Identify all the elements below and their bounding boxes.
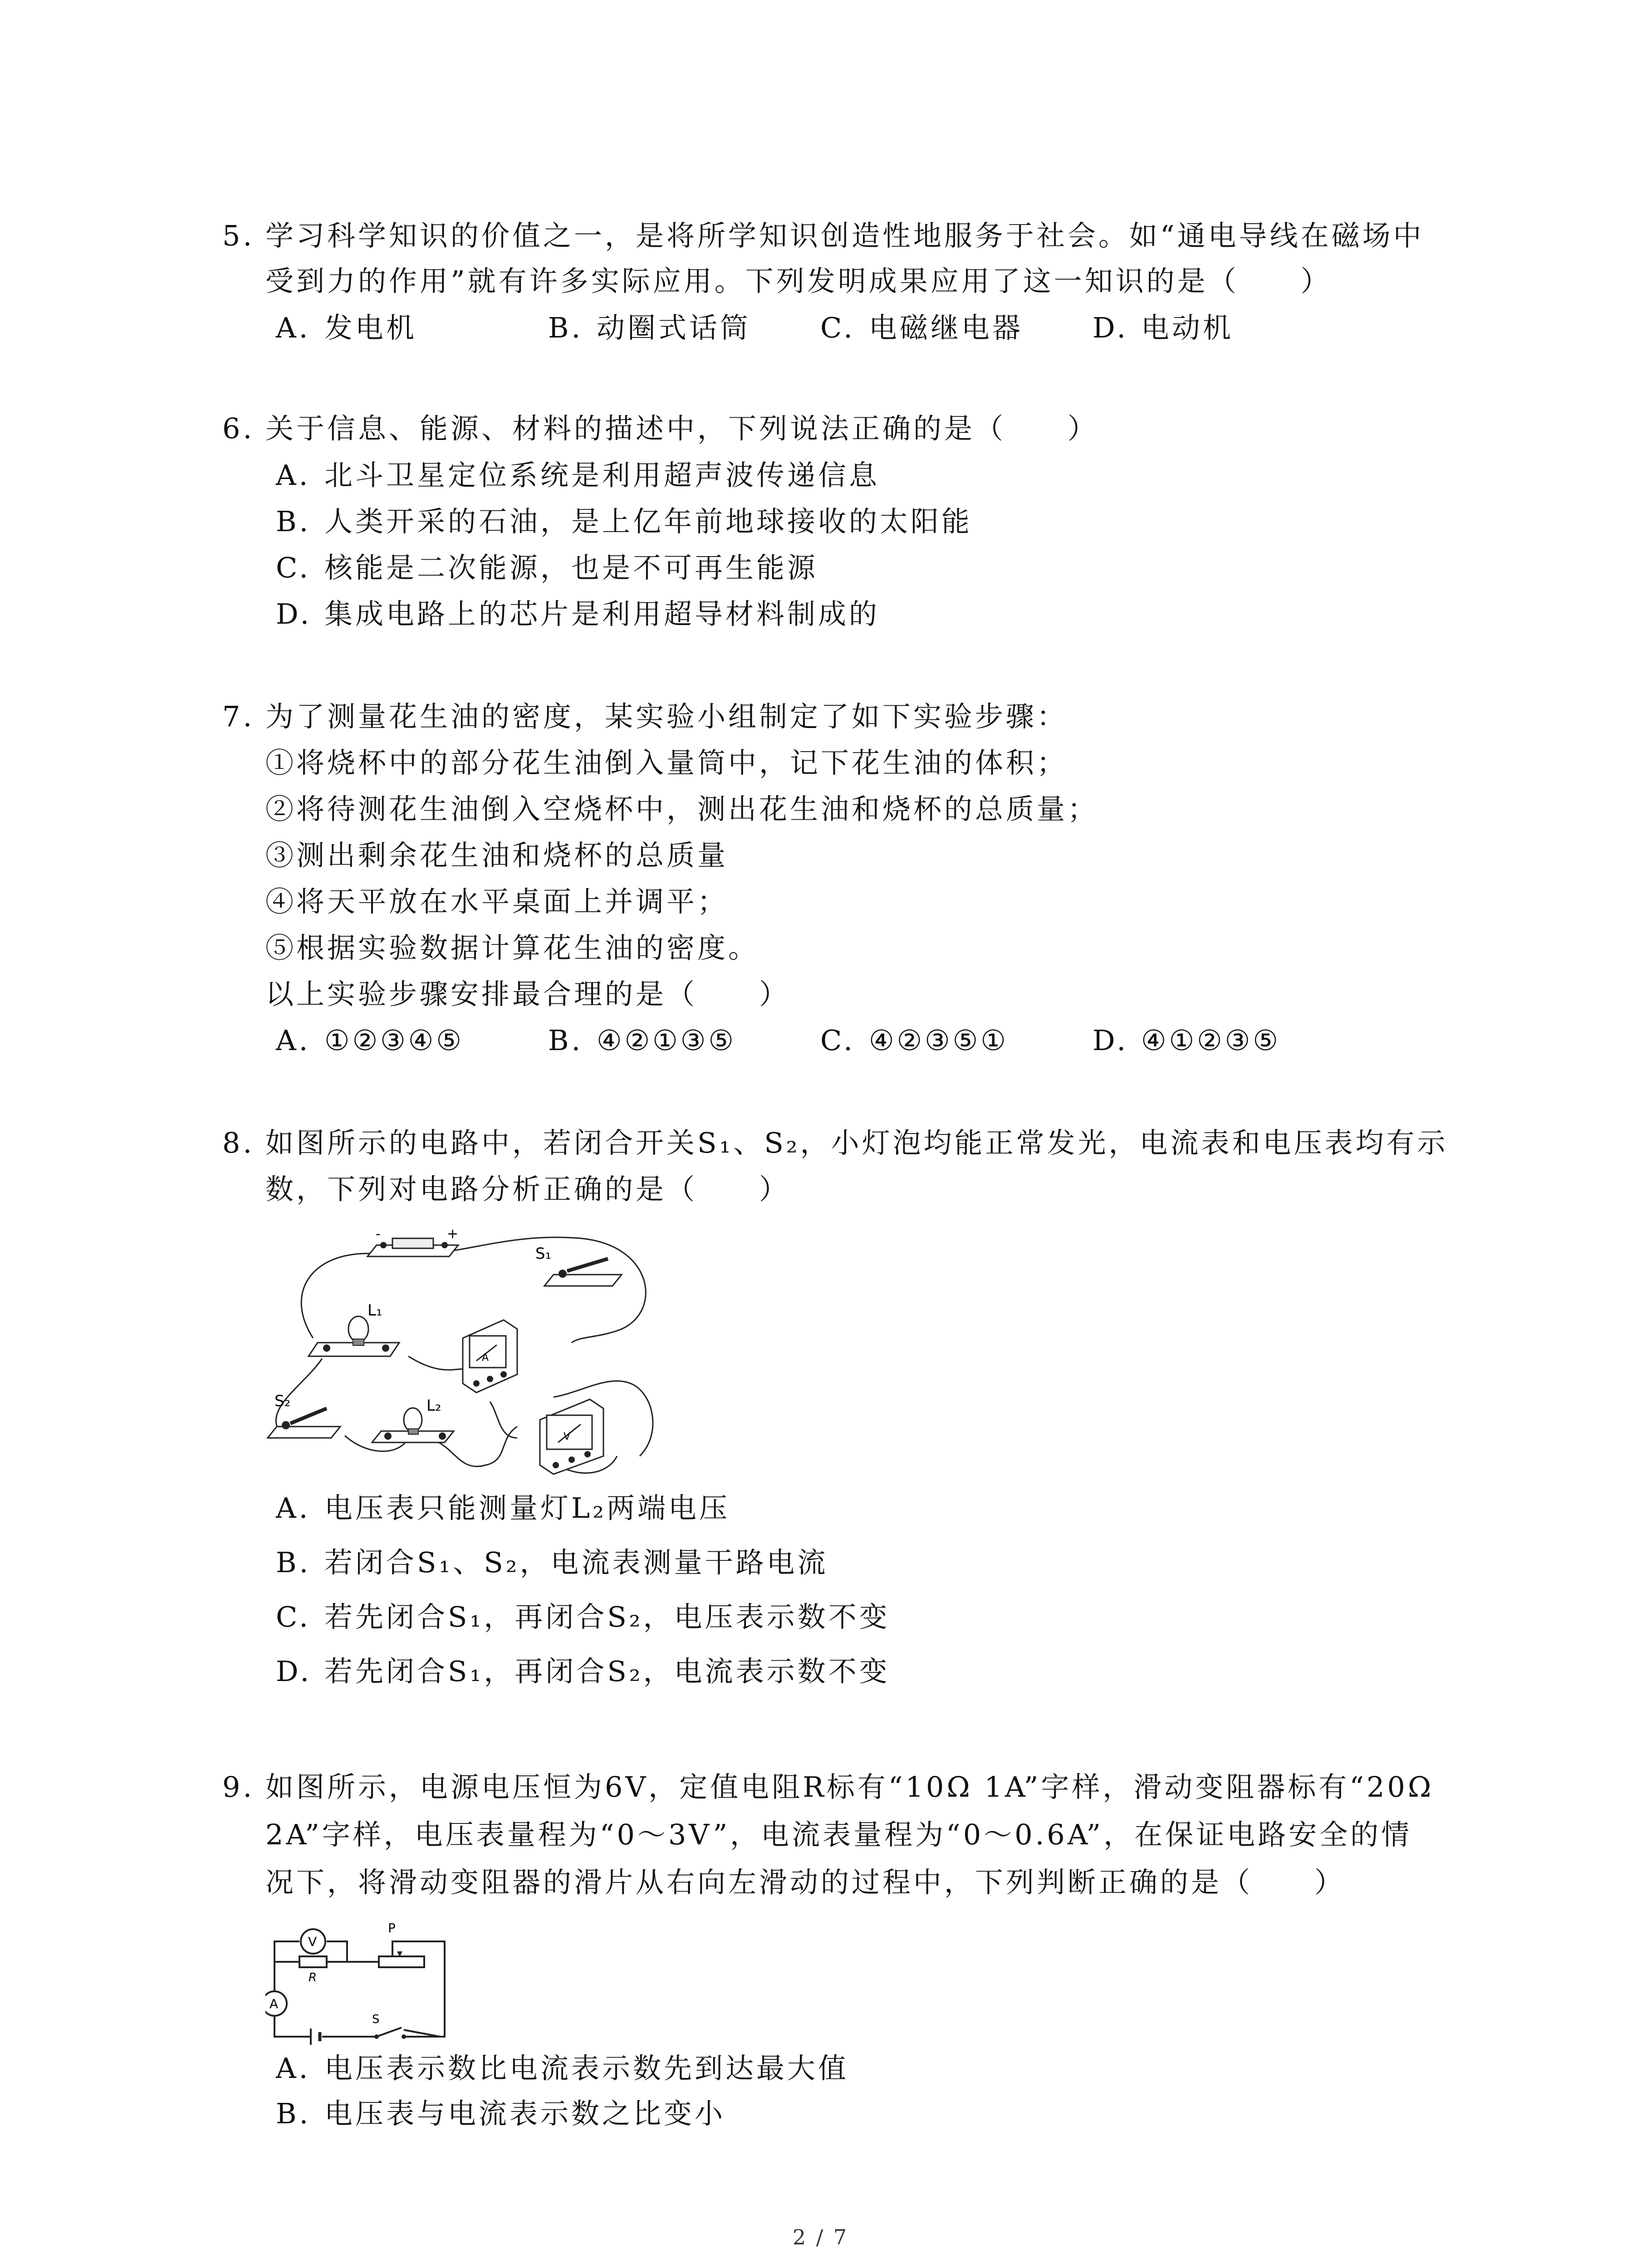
lamp-l2-label: L₂ [426,1397,441,1415]
option-letter: C. [820,1024,855,1057]
rheostat-icon [379,1951,424,1967]
option-text: ④②①③⑤ [597,1024,736,1057]
step-line: ③测出剩余花生油和烧杯的总质量 [265,839,729,872]
question-text-line: 关于信息、能源、材料的描述中，下列说法正确的是（ ） [265,412,1099,445]
option-text: 核能是二次能源，也是不可再生能源 [324,551,818,584]
lamp-l1-icon [309,1316,399,1356]
battery-icon [311,2028,320,2045]
question-text-line: 况下，将滑动变阻器的滑片从右向左滑动的过程中，下列判断正确的是（ ） [265,1866,1346,1899]
switch-s1-label: S₁ [535,1245,552,1263]
step-line: ①将烧杯中的部分花生油倒入量筒中，记下花生油的体积； [265,746,1068,779]
option-letter: D. [1092,1024,1129,1057]
option-letter: B. [548,311,583,344]
option-letter: D. [276,1655,312,1688]
page-number: 2 / 7 [792,2225,849,2249]
lamp-l2-icon [372,1408,454,1442]
option-letter: B. [276,505,311,538]
circuit-diagram-figure [263,1220,671,1497]
step-line: ②将待测花生油倒入空烧杯中，测出花生油和烧杯的总质量； [265,792,1099,826]
question-text-line: 学习科学知识的价值之一，是将所学知识创造性地服务于社会。如“通电导线在磁场中 [265,219,1424,252]
option-text: 若先闭合S₁，再闭合S₂，电流表示数不变 [324,1655,890,1688]
question-text-line: 数，下列对电路分析正确的是（ ） [265,1173,790,1206]
resistor-r-icon [299,1956,327,1967]
wire [404,2030,440,2037]
battery-icon [367,1238,458,1256]
wire [274,1941,299,1962]
resistor-label: R [309,1971,317,1984]
option-text: 电动机 [1141,311,1234,344]
option-letter: C. [820,311,855,344]
step-line: ⑤根据实验数据计算花生油的密度。 [265,931,759,964]
option-letter: C. [276,1600,311,1633]
step-line: ④将天平放在水平桌面上并调平； [265,885,729,918]
switch-s2-icon [268,1408,340,1438]
ammeter-label: A [269,1996,279,2011]
circuit-schematic-figure [265,1914,456,2050]
option-letter: D. [276,597,312,631]
option-letter: C. [276,551,311,584]
option-text: 电压表只能测量灯L₂两端电压 [324,1491,730,1525]
option-text: 电压表示数比电流表示数先到达最大值 [324,2052,849,2085]
question-number: 8. [222,1126,255,1159]
option-text: 人类开采的石油，是上亿年前地球接收的太阳能 [324,505,973,538]
option-text: 电压表与电流表示数之比变小 [324,2097,726,2130]
option-text: 动圈式话筒 [597,311,751,344]
wire [490,1402,517,1438]
option-letter: B. [276,1546,311,1579]
question-text-line: 受到力的作用”就有许多实际应用。下列发明成果应用了这一知识的是（ ） [265,264,1332,298]
option-text: 集成电路上的芯片是利用超导材料制成的 [324,597,880,631]
switch-s1-icon [544,1259,622,1286]
option-text: 若先闭合S₁，再闭合S₂，电压表示数不变 [324,1600,890,1633]
question-number: 6. [222,412,255,445]
option-text: 电磁继电器 [869,311,1024,344]
option-letter: A. [276,459,311,492]
ammeter-label: A [482,1352,489,1364]
slider-label: P [388,1921,396,1936]
wire [327,1941,347,1962]
option-text: 若闭合S₁、S₂，电流表测量干路电流 [324,1546,828,1579]
option-letter: B. [548,1024,583,1057]
option-text: ①②③④⑤ [324,1024,464,1057]
voltmeter-label: V [563,1431,571,1442]
ammeter-icon [463,1320,517,1393]
switch-s2-label: S₂ [274,1392,291,1410]
option-letter: A. [276,1491,311,1525]
option-letter: B. [276,2097,311,2130]
question-number: 9. [222,1770,255,1804]
option-letter: A. [276,311,311,344]
voltmeter-label: V [308,1934,317,1949]
question-text-line: 以上实验步骤安排最合理的是（ ） [265,978,790,1011]
switch-label: S [372,2013,380,2026]
question-text-line: 2A”字样，电压表量程为“0～3V”，电流表量程为“0～0.6A”，在保证电路安全的情 [265,1818,1412,1851]
question-number: 5. [222,219,255,252]
option-text: 发电机 [324,311,417,344]
wire [274,2016,311,2037]
battery-plus-label: + [447,1226,459,1242]
question-text-line: 如图所示的电路中，若闭合开关S₁、S₂，小灯泡均能正常发光，电流表和电压表均有示 [265,1126,1448,1159]
battery-minus-label: - [376,1226,381,1242]
option-letter: A. [276,1024,311,1057]
option-text: ④②③⑤① [869,1024,1009,1057]
option-text: ④①②③⑤ [1141,1024,1281,1057]
lamp-l1-label: L₁ [367,1301,382,1320]
voltmeter-icon [540,1399,603,1474]
question-text-line: 如图所示，电源电压恒为6V，定值电阻R标有“10Ω 1A”字样，滑动变阻器标有“20Ω [265,1770,1434,1804]
option-letter: D. [1092,311,1129,344]
option-text: 北斗卫星定位系统是利用超声波传递信息 [324,459,880,492]
question-number: 7. [222,700,255,733]
question-text-line: 为了测量花生油的密度，某实验小组制定了如下实验步骤： [265,700,1068,733]
option-letter: A. [276,2052,311,2085]
switch-s-icon [374,2028,406,2039]
